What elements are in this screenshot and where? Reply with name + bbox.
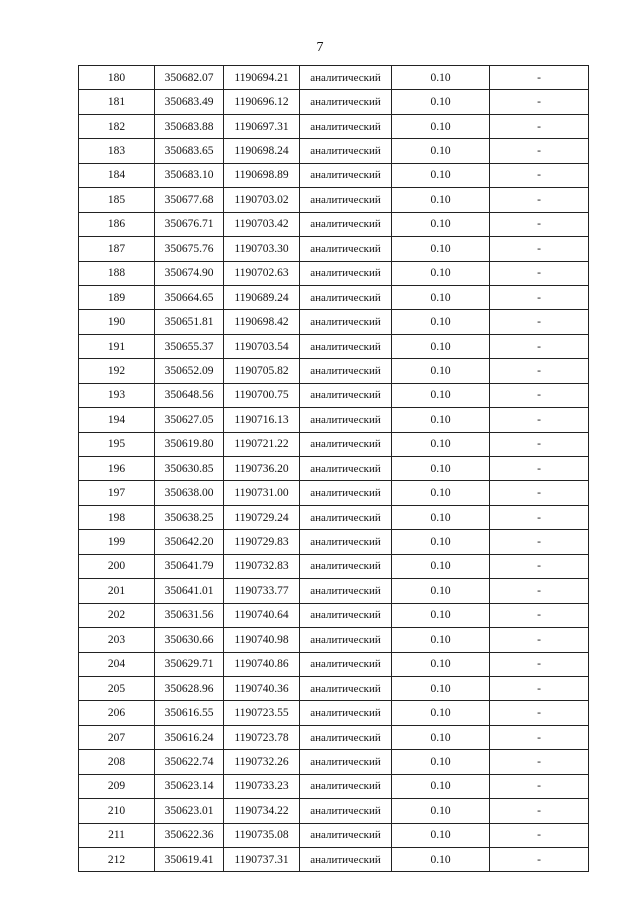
note-cell: - [490, 432, 589, 456]
method-cell: аналитический [300, 457, 392, 481]
x-coordinate-cell: 350675.76 [155, 237, 224, 261]
method-cell: аналитический [300, 652, 392, 676]
accuracy-cell: 0.10 [392, 285, 490, 309]
point-number-cell: 195 [79, 432, 155, 456]
note-cell: - [490, 725, 589, 749]
point-number-cell: 196 [79, 457, 155, 481]
method-cell: аналитический [300, 114, 392, 138]
note-cell: - [490, 285, 589, 309]
note-cell: - [490, 457, 589, 481]
accuracy-cell: 0.10 [392, 554, 490, 578]
table-row [79, 139, 589, 163]
point-number-cell: 203 [79, 628, 155, 652]
method-cell: аналитический [300, 285, 392, 309]
table-row [79, 310, 589, 334]
table-row [79, 114, 589, 138]
method-cell: аналитический [300, 66, 392, 90]
point-number-cell: 207 [79, 725, 155, 749]
point-number-cell: 183 [79, 139, 155, 163]
y-coordinate-cell: 1190703.54 [224, 334, 300, 358]
table-row [79, 505, 589, 529]
y-coordinate-cell: 1190740.98 [224, 628, 300, 652]
point-number-cell: 191 [79, 334, 155, 358]
y-coordinate-cell: 1190723.55 [224, 701, 300, 725]
note-cell: - [490, 848, 589, 872]
note-cell: - [490, 212, 589, 236]
method-cell: аналитический [300, 554, 392, 578]
accuracy-cell: 0.10 [392, 652, 490, 676]
y-coordinate-cell: 1190732.83 [224, 554, 300, 578]
table-row [79, 799, 589, 823]
point-number-cell: 199 [79, 530, 155, 554]
accuracy-cell: 0.10 [392, 188, 490, 212]
x-coordinate-cell: 350628.96 [155, 676, 224, 700]
accuracy-cell: 0.10 [392, 481, 490, 505]
y-coordinate-cell: 1190694.21 [224, 66, 300, 90]
note-cell: - [490, 799, 589, 823]
method-cell: аналитический [300, 750, 392, 774]
note-cell: - [490, 408, 589, 432]
table-row [79, 774, 589, 798]
y-coordinate-cell: 1190696.12 [224, 90, 300, 114]
table-row [79, 481, 589, 505]
y-coordinate-cell: 1190716.13 [224, 408, 300, 432]
method-cell: аналитический [300, 505, 392, 529]
x-coordinate-cell: 350619.41 [155, 848, 224, 872]
point-number-cell: 206 [79, 701, 155, 725]
x-coordinate-cell: 350683.10 [155, 163, 224, 187]
note-cell: - [490, 579, 589, 603]
method-cell: аналитический [300, 310, 392, 334]
x-coordinate-cell: 350664.65 [155, 285, 224, 309]
note-cell: - [490, 237, 589, 261]
x-coordinate-cell: 350641.79 [155, 554, 224, 578]
x-coordinate-cell: 350623.01 [155, 799, 224, 823]
y-coordinate-cell: 1190733.77 [224, 579, 300, 603]
y-coordinate-cell: 1190731.00 [224, 481, 300, 505]
note-cell: - [490, 114, 589, 138]
accuracy-cell: 0.10 [392, 799, 490, 823]
method-cell: аналитический [300, 579, 392, 603]
method-cell: аналитический [300, 676, 392, 700]
y-coordinate-cell: 1190689.24 [224, 285, 300, 309]
accuracy-cell: 0.10 [392, 334, 490, 358]
note-cell: - [490, 90, 589, 114]
point-number-cell: 205 [79, 676, 155, 700]
x-coordinate-cell: 350622.74 [155, 750, 224, 774]
table-row [79, 285, 589, 309]
x-coordinate-cell: 350622.36 [155, 823, 224, 847]
x-coordinate-cell: 350629.71 [155, 652, 224, 676]
table-row [79, 408, 589, 432]
method-cell: аналитический [300, 408, 392, 432]
note-cell: - [490, 188, 589, 212]
note-cell: - [490, 163, 589, 187]
table-row [79, 334, 589, 358]
note-cell: - [490, 310, 589, 334]
point-number-cell: 182 [79, 114, 155, 138]
note-cell: - [490, 823, 589, 847]
method-cell: аналитический [300, 530, 392, 554]
note-cell: - [490, 750, 589, 774]
point-number-cell: 202 [79, 603, 155, 627]
y-coordinate-cell: 1190740.64 [224, 603, 300, 627]
method-cell: аналитический [300, 432, 392, 456]
table-row [79, 163, 589, 187]
accuracy-cell: 0.10 [392, 359, 490, 383]
accuracy-cell: 0.10 [392, 603, 490, 627]
y-coordinate-cell: 1190732.26 [224, 750, 300, 774]
method-cell: аналитический [300, 261, 392, 285]
point-number-cell: 211 [79, 823, 155, 847]
note-cell: - [490, 481, 589, 505]
point-number-cell: 187 [79, 237, 155, 261]
x-coordinate-cell: 350648.56 [155, 383, 224, 407]
table-row [79, 457, 589, 481]
method-cell: аналитический [300, 774, 392, 798]
accuracy-cell: 0.10 [392, 457, 490, 481]
y-coordinate-cell: 1190723.78 [224, 725, 300, 749]
table-row [79, 676, 589, 700]
x-coordinate-cell: 350642.20 [155, 530, 224, 554]
table-row [79, 701, 589, 725]
table-row [79, 212, 589, 236]
y-coordinate-cell: 1190735.08 [224, 823, 300, 847]
x-coordinate-cell: 350683.65 [155, 139, 224, 163]
point-number-cell: 192 [79, 359, 155, 383]
x-coordinate-cell: 350616.55 [155, 701, 224, 725]
point-number-cell: 212 [79, 848, 155, 872]
method-cell: аналитический [300, 603, 392, 627]
x-coordinate-cell: 350652.09 [155, 359, 224, 383]
accuracy-cell: 0.10 [392, 212, 490, 236]
table-row [79, 823, 589, 847]
accuracy-cell: 0.10 [392, 237, 490, 261]
method-cell: аналитический [300, 383, 392, 407]
y-coordinate-cell: 1190721.22 [224, 432, 300, 456]
point-number-cell: 186 [79, 212, 155, 236]
page-number: 7 [316, 40, 324, 55]
method-cell: аналитический [300, 628, 392, 652]
point-number-cell: 201 [79, 579, 155, 603]
method-cell: аналитический [300, 334, 392, 358]
x-coordinate-cell: 350638.25 [155, 505, 224, 529]
y-coordinate-cell: 1190703.42 [224, 212, 300, 236]
point-number-cell: 188 [79, 261, 155, 285]
note-cell: - [490, 334, 589, 358]
accuracy-cell: 0.10 [392, 774, 490, 798]
table-row [79, 188, 589, 212]
y-coordinate-cell: 1190729.24 [224, 505, 300, 529]
accuracy-cell: 0.10 [392, 530, 490, 554]
table-row [79, 628, 589, 652]
y-coordinate-cell: 1190698.42 [224, 310, 300, 334]
x-coordinate-cell: 350674.90 [155, 261, 224, 285]
y-coordinate-cell: 1190698.24 [224, 139, 300, 163]
accuracy-cell: 0.10 [392, 139, 490, 163]
note-cell: - [490, 139, 589, 163]
table-row [79, 652, 589, 676]
table-row [79, 90, 589, 114]
note-cell: - [490, 359, 589, 383]
point-number-cell: 208 [79, 750, 155, 774]
accuracy-cell: 0.10 [392, 261, 490, 285]
y-coordinate-cell: 1190702.63 [224, 261, 300, 285]
x-coordinate-cell: 350683.88 [155, 114, 224, 138]
method-cell: аналитический [300, 823, 392, 847]
accuracy-cell: 0.10 [392, 66, 490, 90]
note-cell: - [490, 530, 589, 554]
accuracy-cell: 0.10 [392, 432, 490, 456]
x-coordinate-cell: 350619.80 [155, 432, 224, 456]
accuracy-cell: 0.10 [392, 114, 490, 138]
x-coordinate-cell: 350627.05 [155, 408, 224, 432]
note-cell: - [490, 774, 589, 798]
point-number-cell: 190 [79, 310, 155, 334]
method-cell: аналитический [300, 188, 392, 212]
point-number-cell: 194 [79, 408, 155, 432]
accuracy-cell: 0.10 [392, 310, 490, 334]
x-coordinate-cell: 350683.49 [155, 90, 224, 114]
note-cell: - [490, 66, 589, 90]
y-coordinate-cell: 1190703.30 [224, 237, 300, 261]
table-row [79, 848, 589, 872]
x-coordinate-cell: 350682.07 [155, 66, 224, 90]
y-coordinate-cell: 1190740.86 [224, 652, 300, 676]
table-row [79, 383, 589, 407]
x-coordinate-cell: 350641.01 [155, 579, 224, 603]
x-coordinate-cell: 350651.81 [155, 310, 224, 334]
y-coordinate-cell: 1190740.36 [224, 676, 300, 700]
method-cell: аналитический [300, 848, 392, 872]
point-number-cell: 193 [79, 383, 155, 407]
accuracy-cell: 0.10 [392, 163, 490, 187]
point-number-cell: 209 [79, 774, 155, 798]
method-cell: аналитический [300, 90, 392, 114]
accuracy-cell: 0.10 [392, 90, 490, 114]
method-cell: аналитический [300, 139, 392, 163]
table-row [79, 554, 589, 578]
y-coordinate-cell: 1190733.23 [224, 774, 300, 798]
point-number-cell: 185 [79, 188, 155, 212]
accuracy-cell: 0.10 [392, 579, 490, 603]
note-cell: - [490, 676, 589, 700]
point-number-cell: 184 [79, 163, 155, 187]
accuracy-cell: 0.10 [392, 408, 490, 432]
point-number-cell: 204 [79, 652, 155, 676]
accuracy-cell: 0.10 [392, 505, 490, 529]
point-number-cell: 200 [79, 554, 155, 578]
method-cell: аналитический [300, 237, 392, 261]
method-cell: аналитический [300, 799, 392, 823]
y-coordinate-cell: 1190736.20 [224, 457, 300, 481]
point-number-cell: 210 [79, 799, 155, 823]
note-cell: - [490, 628, 589, 652]
table-row [79, 530, 589, 554]
x-coordinate-cell: 350630.66 [155, 628, 224, 652]
x-coordinate-cell: 350638.00 [155, 481, 224, 505]
y-coordinate-cell: 1190697.31 [224, 114, 300, 138]
table-row [79, 432, 589, 456]
table-row [79, 261, 589, 285]
y-coordinate-cell: 1190705.82 [224, 359, 300, 383]
accuracy-cell: 0.10 [392, 750, 490, 774]
note-cell: - [490, 383, 589, 407]
table-row [79, 750, 589, 774]
point-number-cell: 180 [79, 66, 155, 90]
note-cell: - [490, 603, 589, 627]
x-coordinate-cell: 350631.56 [155, 603, 224, 627]
point-number-cell: 181 [79, 90, 155, 114]
method-cell: аналитический [300, 212, 392, 236]
x-coordinate-cell: 350676.71 [155, 212, 224, 236]
accuracy-cell: 0.10 [392, 676, 490, 700]
y-coordinate-cell: 1190734.22 [224, 799, 300, 823]
method-cell: аналитический [300, 481, 392, 505]
table-row [79, 579, 589, 603]
point-number-cell: 197 [79, 481, 155, 505]
accuracy-cell: 0.10 [392, 383, 490, 407]
accuracy-cell: 0.10 [392, 628, 490, 652]
x-coordinate-cell: 350623.14 [155, 774, 224, 798]
method-cell: аналитический [300, 725, 392, 749]
method-cell: аналитический [300, 163, 392, 187]
point-number-cell: 198 [79, 505, 155, 529]
note-cell: - [490, 554, 589, 578]
y-coordinate-cell: 1190729.83 [224, 530, 300, 554]
y-coordinate-cell: 1190703.02 [224, 188, 300, 212]
note-cell: - [490, 701, 589, 725]
accuracy-cell: 0.10 [392, 848, 490, 872]
y-coordinate-cell: 1190737.31 [224, 848, 300, 872]
x-coordinate-cell: 350677.68 [155, 188, 224, 212]
point-number-cell: 189 [79, 285, 155, 309]
y-coordinate-cell: 1190700.75 [224, 383, 300, 407]
coordinates-table [78, 65, 589, 872]
table-row [79, 725, 589, 749]
x-coordinate-cell: 350630.85 [155, 457, 224, 481]
method-cell: аналитический [300, 701, 392, 725]
x-coordinate-cell: 350616.24 [155, 725, 224, 749]
table-row [79, 237, 589, 261]
accuracy-cell: 0.10 [392, 701, 490, 725]
note-cell: - [490, 261, 589, 285]
table-row [79, 603, 589, 627]
coordinates-table-body [79, 66, 589, 872]
x-coordinate-cell: 350655.37 [155, 334, 224, 358]
y-coordinate-cell: 1190698.89 [224, 163, 300, 187]
accuracy-cell: 0.10 [392, 823, 490, 847]
table-row [79, 66, 589, 90]
accuracy-cell: 0.10 [392, 725, 490, 749]
table-row [79, 359, 589, 383]
note-cell: - [490, 652, 589, 676]
method-cell: аналитический [300, 359, 392, 383]
note-cell: - [490, 505, 589, 529]
